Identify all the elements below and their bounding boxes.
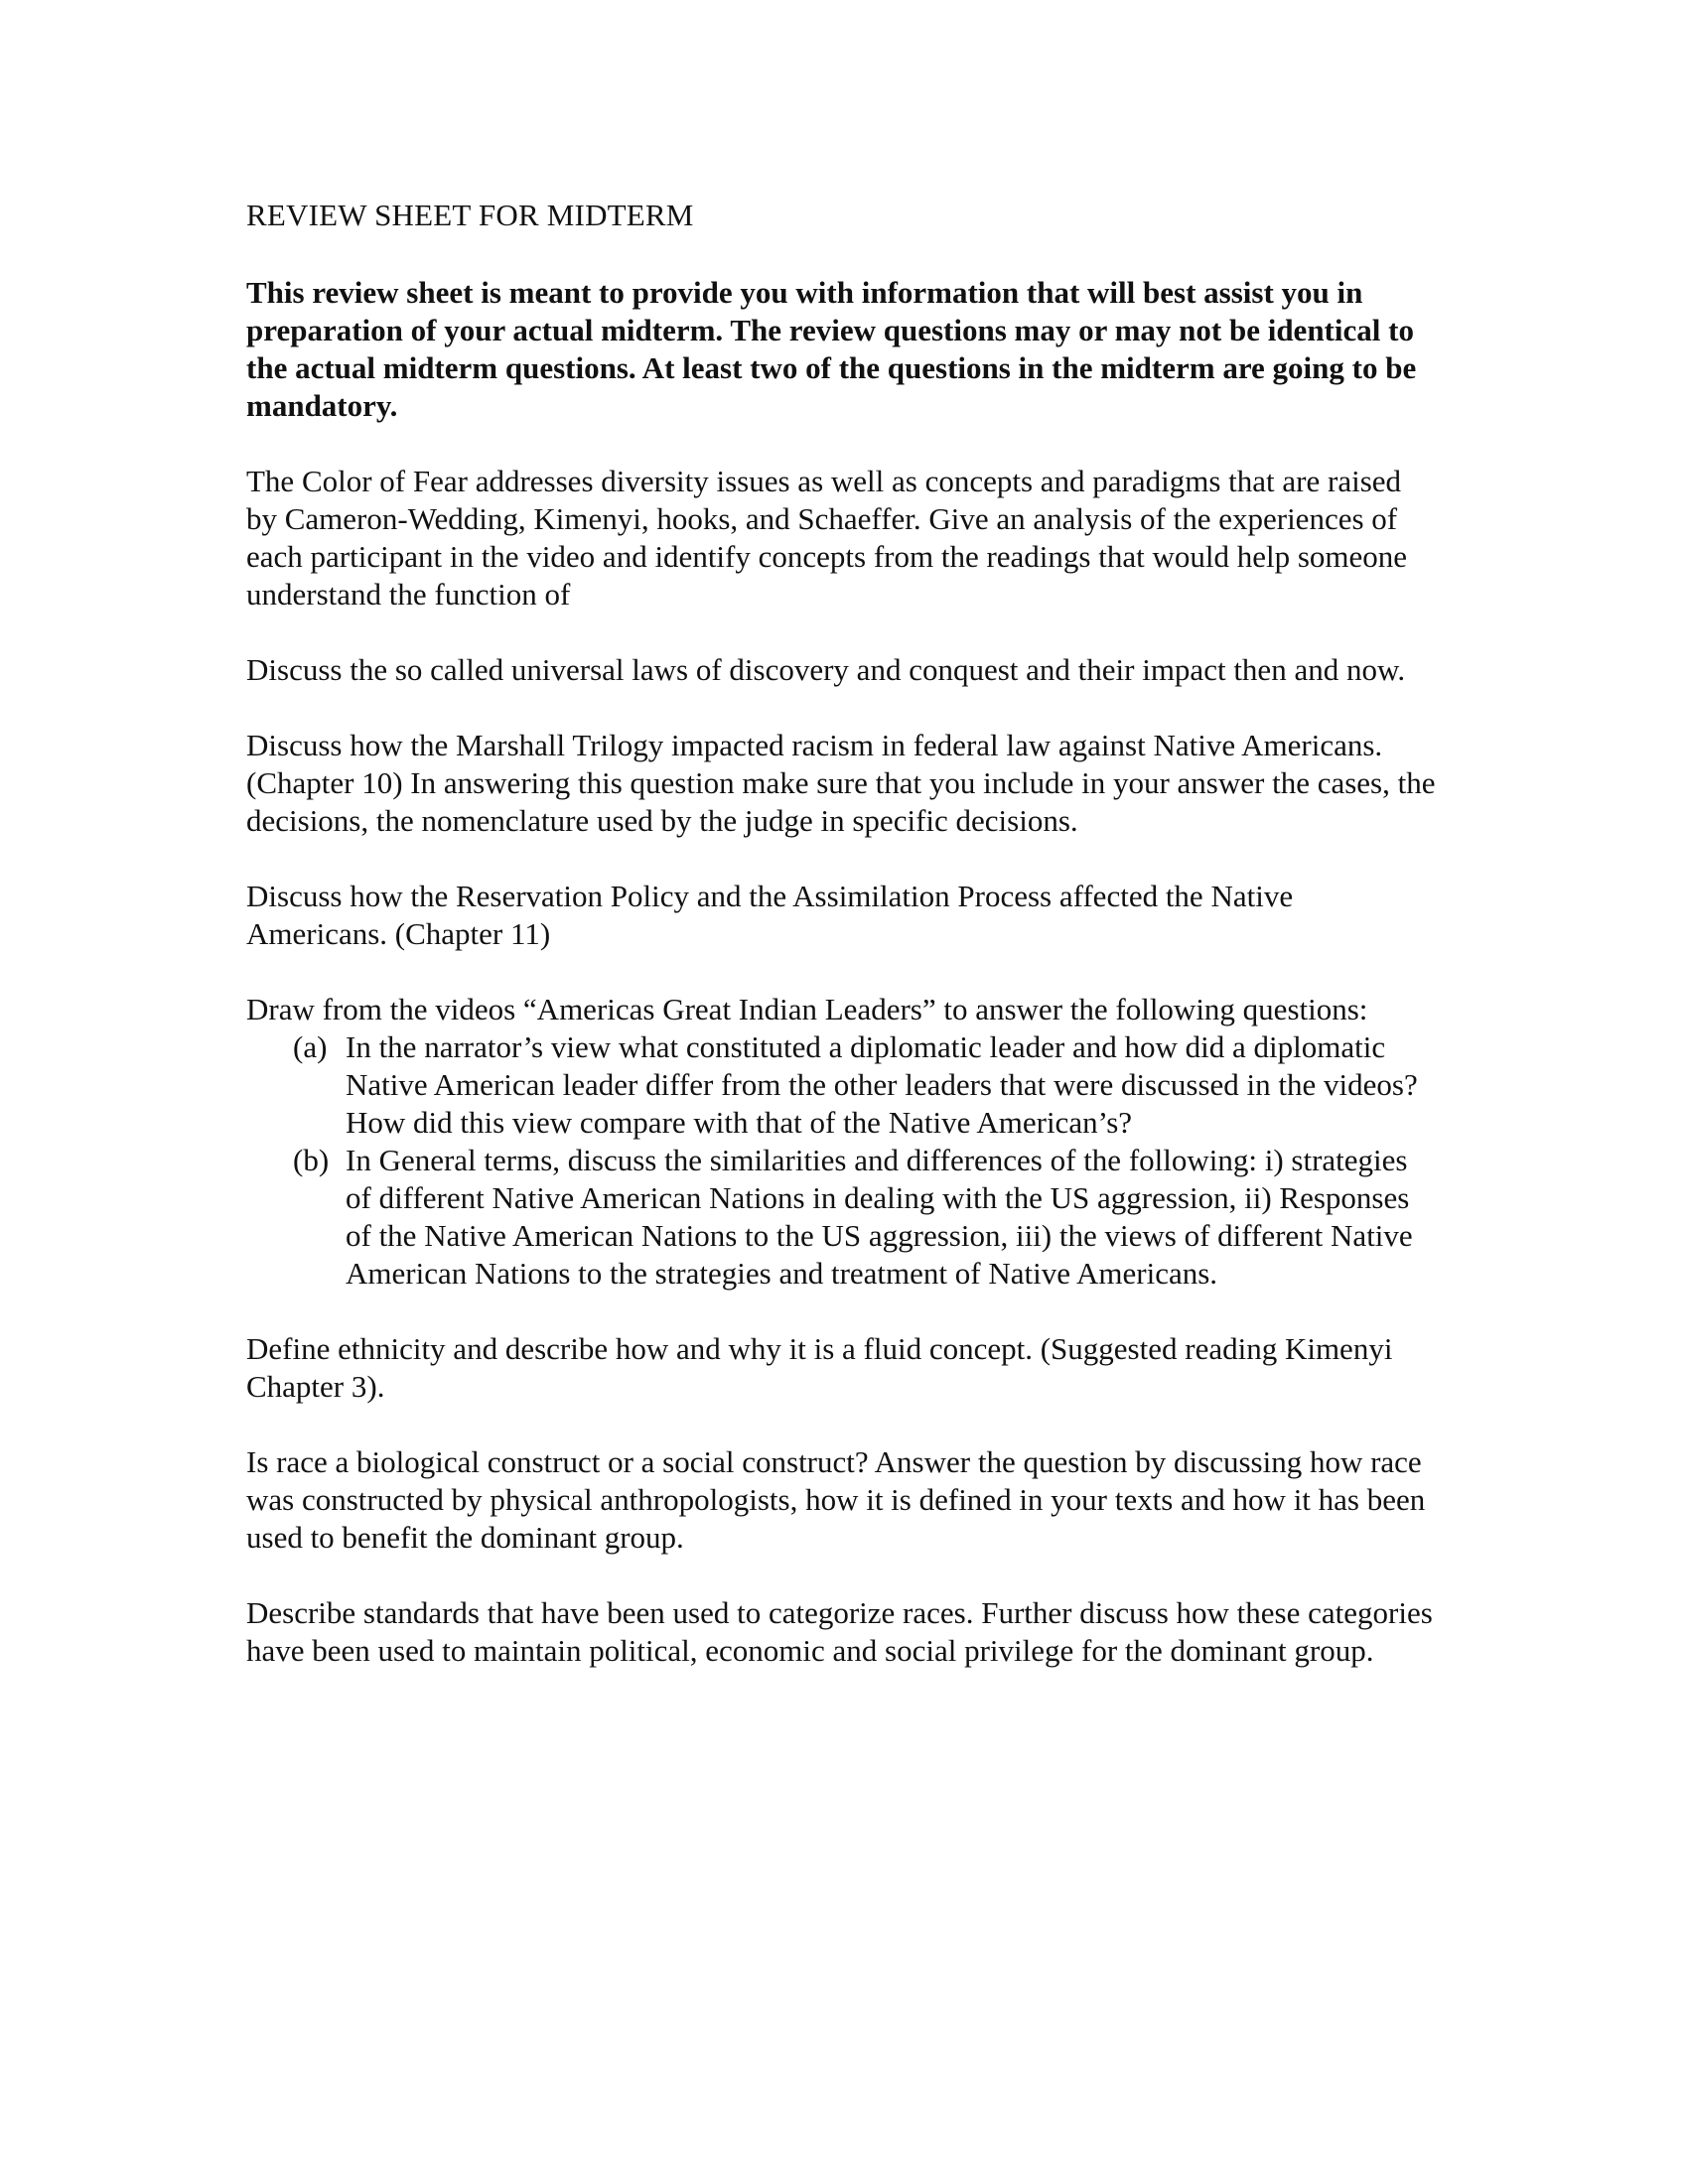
sub-question-a <box>293 1028 1438 1142</box>
sub-question-text: In the narrator’s view what constituted a diplomatic leader and how did a diplomatic Native American leader differ from the other leaders that were discussed in the videos? How did this view compare with that of the Native American’s? <box>346 1029 1418 1140</box>
question-indian-leaders-lead: Draw from the videos “Americas Great Indian Leaders” to answer the following questions: <box>246 992 1368 1026</box>
question-color-of-fear: The Color of Fear addresses diversity issues as well as concepts and paradigms that are raised by Cameron-Wedding, Kimenyi, hooks, and Schaeffer. Give an analysis of the experiences of each participant in the video and identify concepts from the readings that would help someone understand the function of <box>246 464 1408 612</box>
sub-question-list <box>246 1028 1438 1293</box>
question-ethnicity: Define ethnicity and describe how and why it is a fluid concept. (Suggested reading Kimenyi Chapter 3). <box>246 1331 1393 1404</box>
document-page <box>246 197 1438 1707</box>
question-reservation-policy: Discuss how the Reservation Policy and the Assimilation Process affected the Native Americans. (Chapter 11) <box>246 879 1294 951</box>
sub-question-marker: (b) <box>293 1143 330 1177</box>
question-race-standards: Describe standards that have been used to categorize races. Further discuss how these categories have been used to maintain political, economic and social privilege for the dominant group. <box>246 1595 1433 1668</box>
question-marshall-trilogy: Discuss how the Marshall Trilogy impacted racism in federal law against Native Americans. (Chapter 10) In answering this question make sure that you include in your answer the cases, the decisions, the nomenclature used by the judge in specific decisions. <box>246 728 1436 838</box>
question-race-construct: Is race a biological construct or a social construct? Answer the question by discussing how race was constructed by physical anthropologists, how it is defined in your texts and how it has been used to benefit the dominant group. <box>246 1444 1426 1555</box>
sub-question-text: In General terms, discuss the similarities and differences of the following: i) strategies of different Native American Nations in dealing with the US aggression, ii) Responses of the Native American Nations to the US aggression, iii) the views of different Native American Nations to the strategies and treatment of Native Americans. <box>346 1143 1413 1291</box>
document-title: REVIEW SHEET FOR MIDTERM <box>246 198 694 232</box>
sub-question-marker: (a) <box>293 1029 328 1064</box>
question-indian-leaders <box>246 991 1438 1293</box>
sub-question-b <box>293 1142 1438 1293</box>
question-discovery-conquest: Discuss the so called universal laws of discovery and conquest and their impact then and now. <box>246 652 1406 687</box>
intro-paragraph: This review sheet is meant to provide you with information that will best assist you in preparation of your actual midterm. The review questions may or may not be identical to the actual midterm questions. At least two of the questions in the midterm are going to be mandatory. <box>246 275 1417 423</box>
